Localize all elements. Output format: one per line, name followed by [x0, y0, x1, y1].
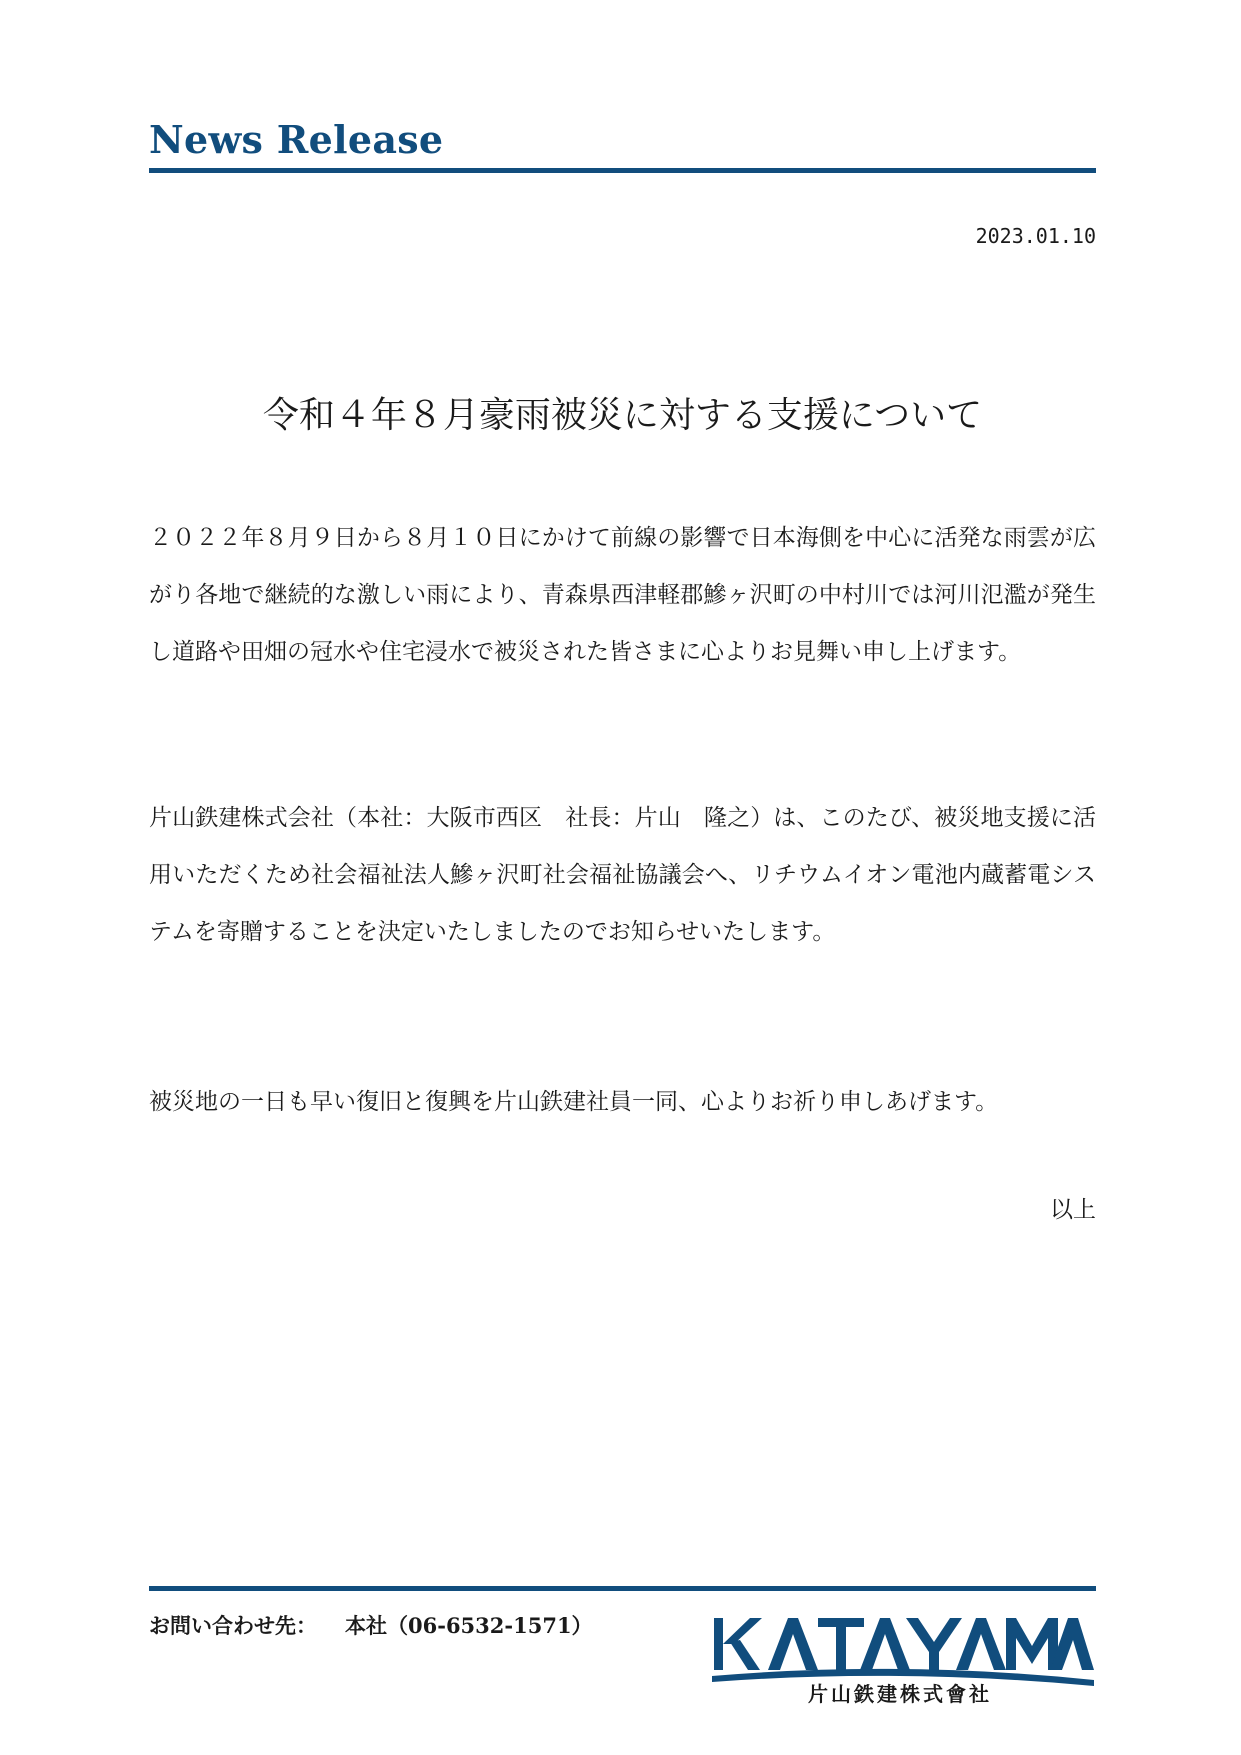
contact-label: お問い合わせ先： — [149, 1613, 317, 1638]
document-title: 令和４年８月豪雨被災に対する支援について — [262, 395, 983, 436]
news-release-heading: News Release — [149, 117, 444, 162]
contact-phone: 本社（06-6532-1571） — [345, 1613, 593, 1638]
footer-divider — [149, 1586, 1096, 1591]
paragraph-donation: 片山鉄建株式会社（本社：大阪市西区 社長：片山 隆之）は、このたび、被災地支援に活用いただくため社会福祉法人鰺ヶ沢町社会福祉協議会へ、リチウムイオン電池内蔵蓄電システムを寄贈することを決定いたしましたのでお知らせいたします。 — [149, 805, 1096, 945]
paragraph-prayer: 被災地の一日も早い復旧と復興を片山鉄建社員一同、心よりお祈り申しあげます。 — [149, 1089, 999, 1115]
closing-mark: 以上 — [1050, 1197, 1096, 1223]
contact-info — [149, 1610, 593, 1640]
release-date: 2023.01.10 — [975, 224, 1096, 248]
company-name: 片山鉄建株式會社 — [808, 1682, 992, 1706]
paragraph-condolence: ２０２２年８月９日から８月１０日にかけて前線の影響で日本海側を中心に活発な雨雲が広がり各地で継続的な激しい雨により、青森県西津軽郡鰺ヶ沢町の中村川では河川氾濫が発生し道路や田畑の冠水や住宅浸水で被災された皆さまに心よりお見舞い申し上げます。 — [149, 525, 1096, 665]
header — [149, 118, 1096, 162]
header-divider — [149, 168, 1096, 173]
